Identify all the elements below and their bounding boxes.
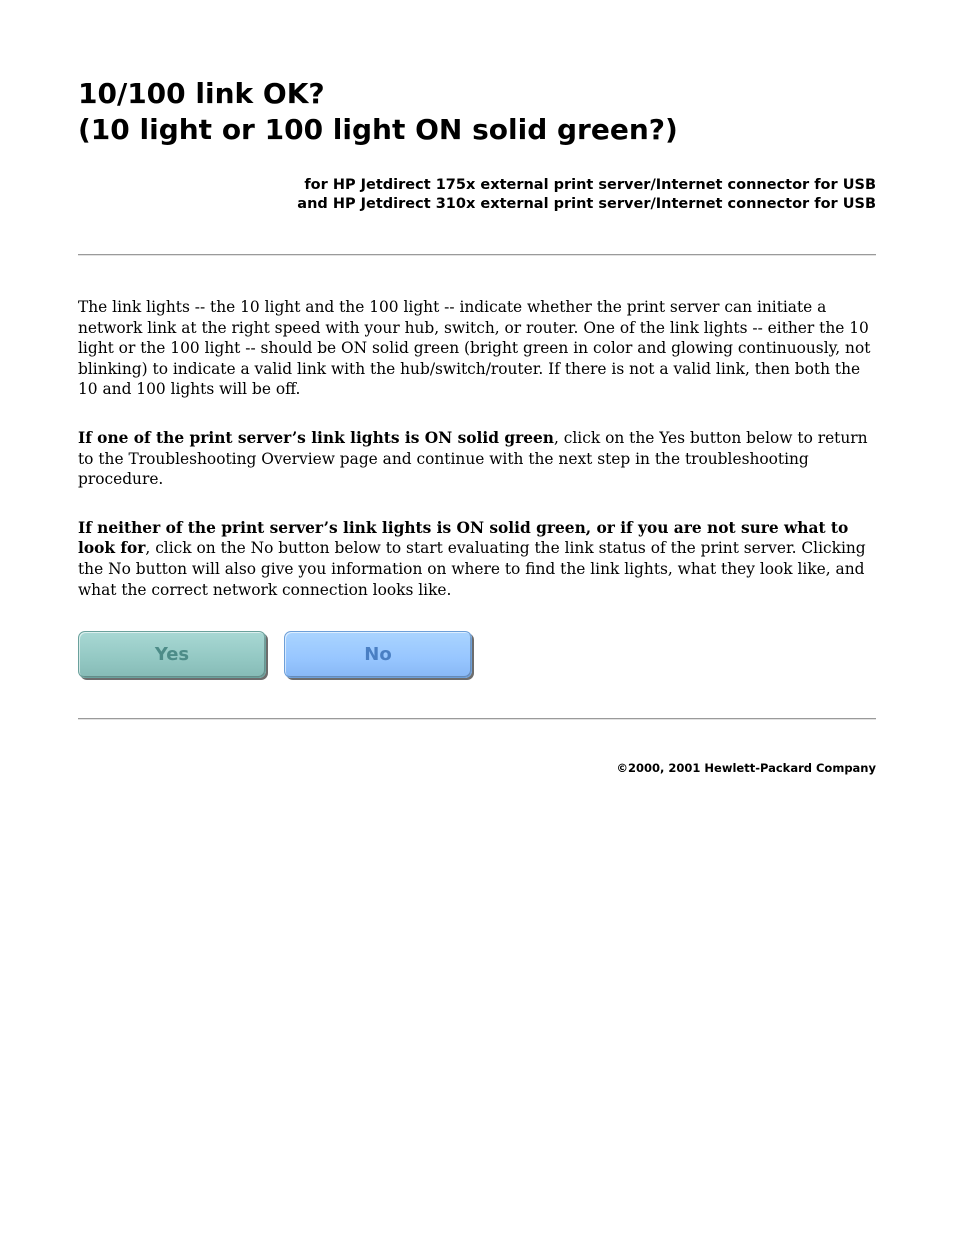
- page-title: [78, 76, 876, 148]
- page-content: [78, 76, 876, 776]
- title-line-2: (10 light or 100 light ON solid green?): [78, 113, 678, 146]
- no-button-label: No: [364, 644, 392, 666]
- no-instruction-emphasis: If neither of the print server’s link lights is ON solid green, or if you are not sure what to look for: [78, 518, 849, 558]
- top-divider: [78, 254, 876, 256]
- subtitle-line-1: for HP Jetdirect 175x external print server/Internet connector for USB: [304, 177, 876, 193]
- yes-button[interactable]: [78, 631, 266, 678]
- intro-paragraph: The link lights -- the 10 light and the 100 light -- indicate whether the print server can initiate a network link at the right speed with your hub, switch, or router. One of the link lights -- either the 10 light or the 100 light -- should be ON solid green (bright green in color and glowing continuously, not blinking) to indicate a valid link with the hub/switch/router. If there is not a valid link, then both the 10 and 100 lights will be off.: [78, 298, 871, 399]
- yes-button-label: Yes: [154, 644, 190, 666]
- no-instruction-text: , click on the No button below to start evaluating the link status of the print server. Clicking the No button will also give you information on where to find the link lights, what they look like, and what the correct network connection looks like.: [78, 539, 866, 599]
- copyright-notice: ©2000, 2001 Hewlett-Packard Company: [616, 761, 876, 776]
- bottom-divider: [78, 718, 876, 720]
- no-button[interactable]: [284, 631, 472, 678]
- answer-buttons: [78, 631, 876, 678]
- product-subtitle: [78, 176, 876, 214]
- yes-instruction-paragraph: [78, 428, 876, 490]
- no-instruction-paragraph: [78, 518, 876, 600]
- yes-instruction-emphasis: If one of the print server’s link lights is ON solid green: [78, 428, 554, 447]
- title-line-1: 10/100 link OK?: [78, 77, 325, 110]
- subtitle-line-2: and HP Jetdirect 310x external print server/Internet connector for USB: [297, 196, 876, 212]
- yes-instruction-text: , click on the Yes button below to return to the Troubleshooting Overview page and continue with the next step in the troubleshooting procedure.: [78, 428, 868, 489]
